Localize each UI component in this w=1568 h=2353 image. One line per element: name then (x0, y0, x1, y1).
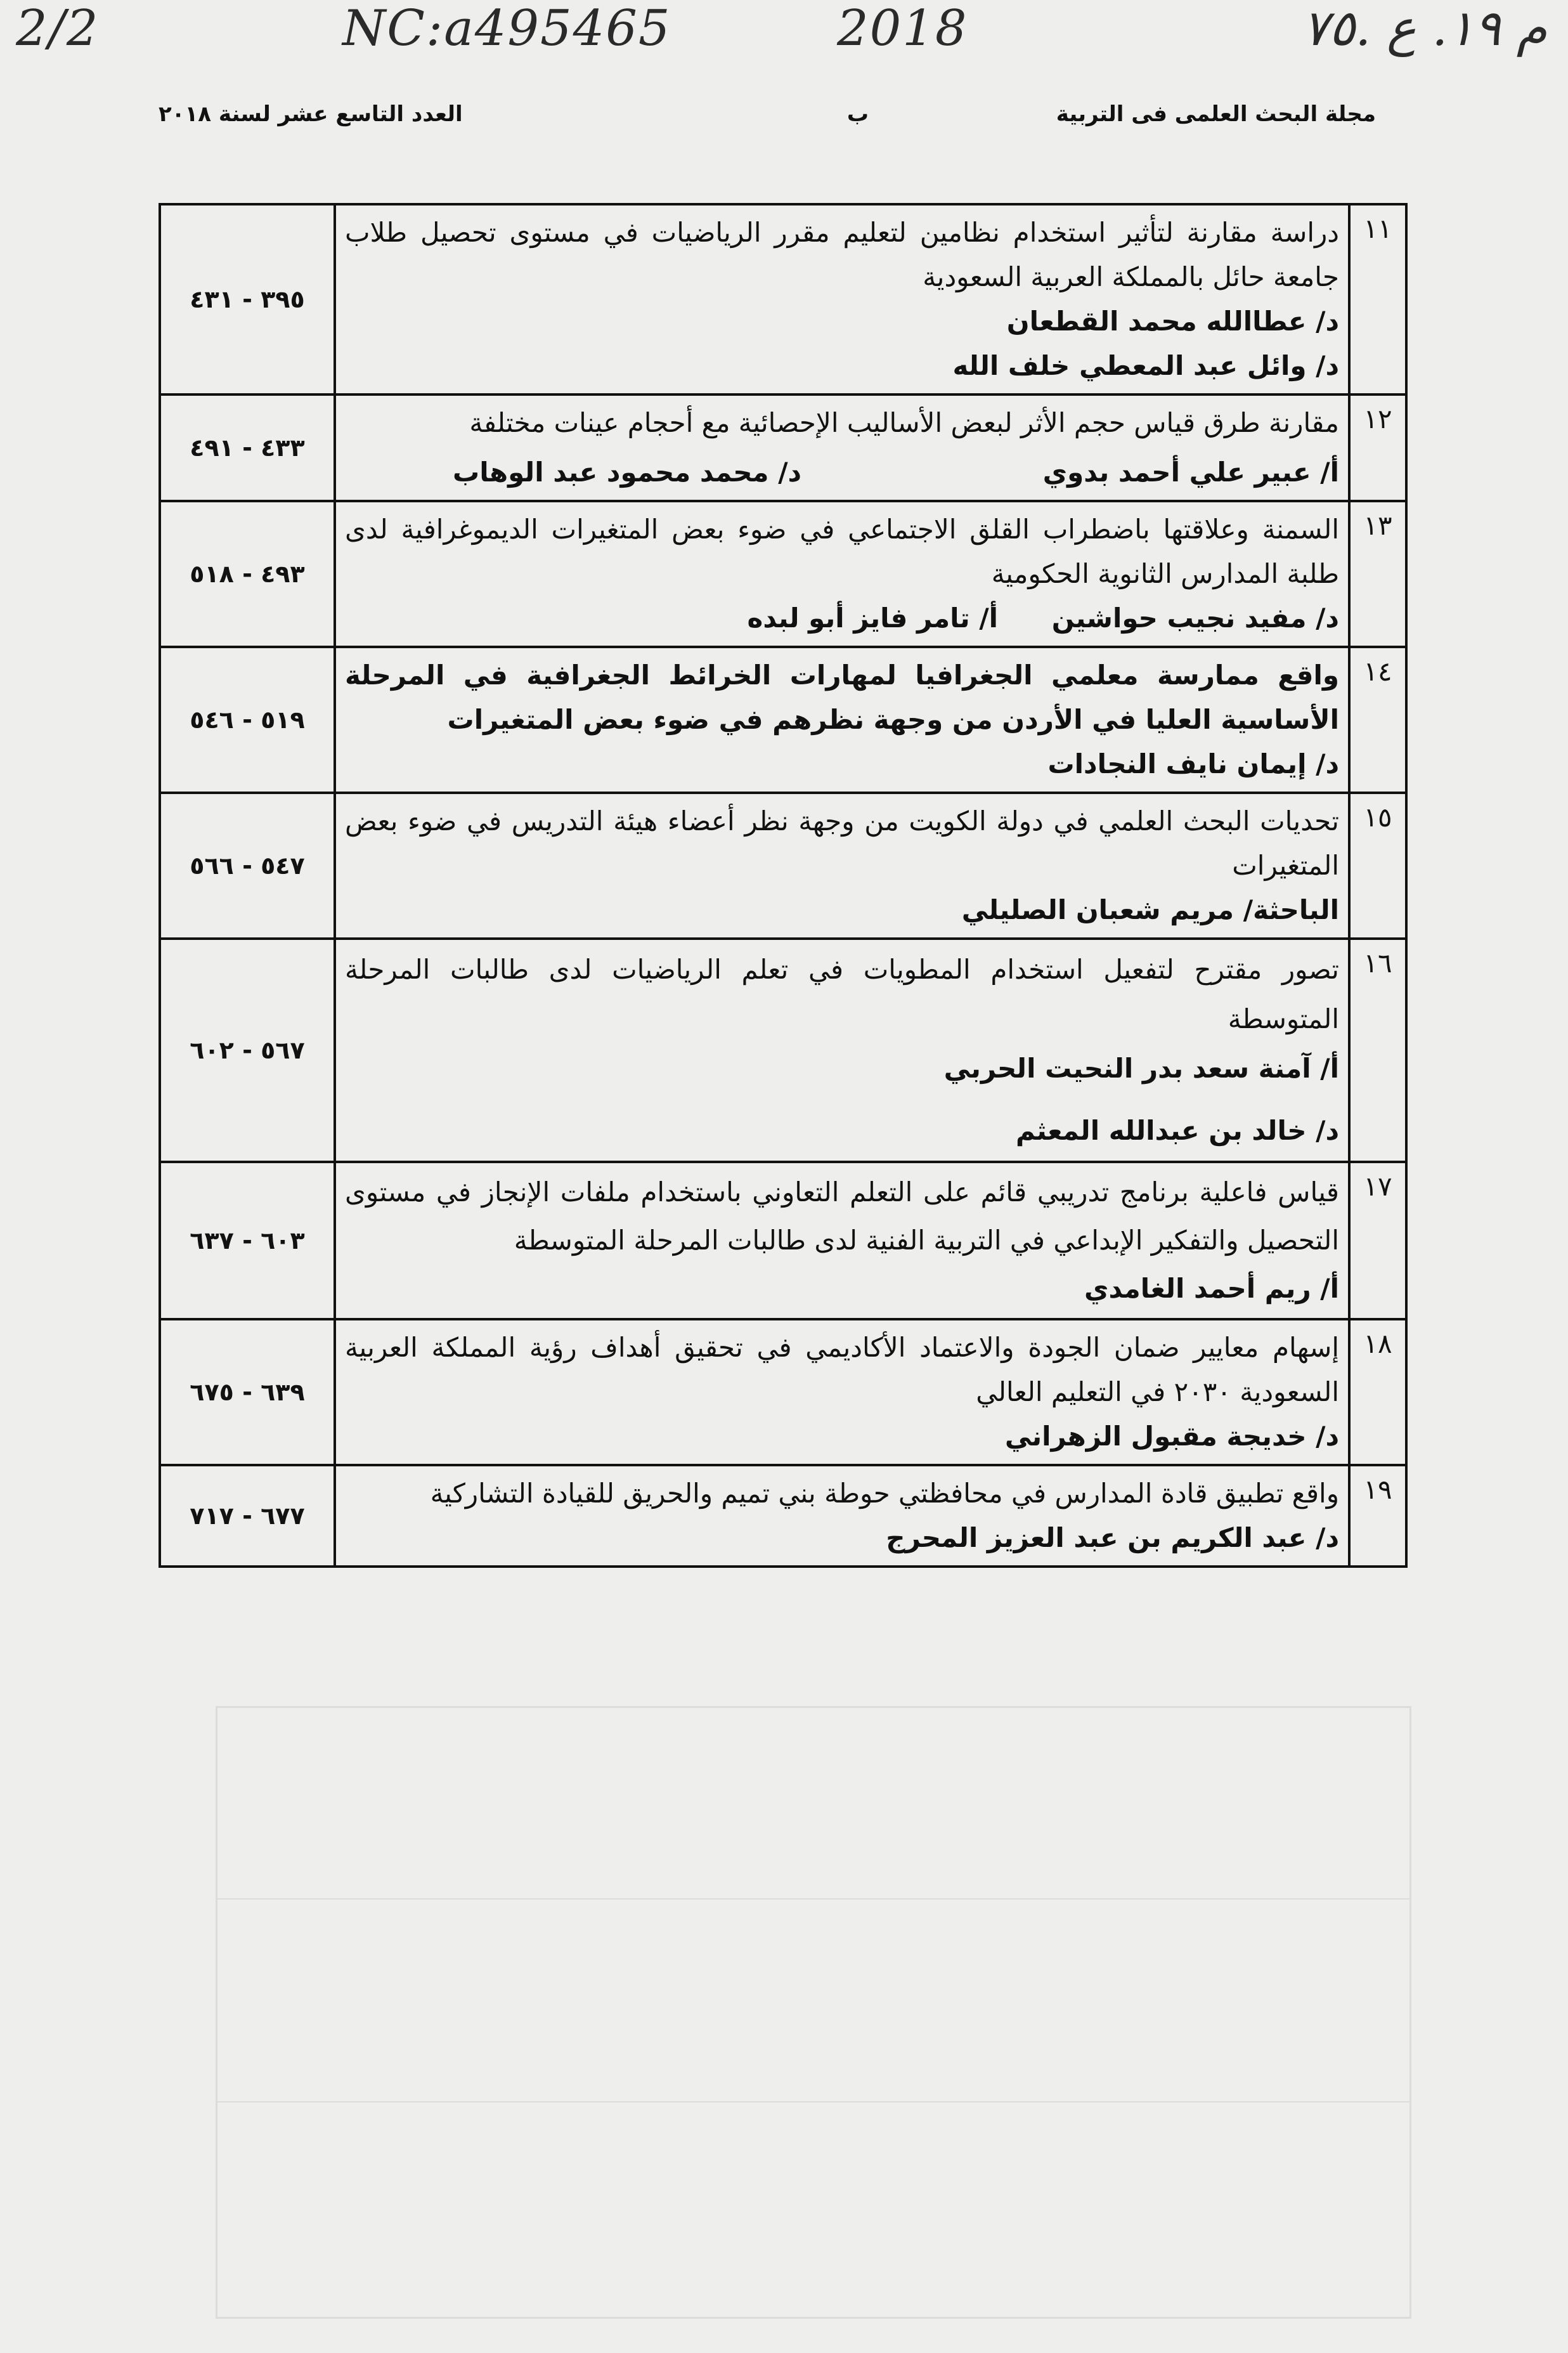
row-number: ١٣ (1349, 501, 1406, 647)
row-content (335, 394, 1349, 501)
author-list (345, 1044, 1339, 1156)
author-name: د/ خديجة مقبول الزهراني (1004, 1421, 1339, 1452)
author-name: الباحثة/ مريم شعبان الصليلي (961, 894, 1339, 925)
table-row (160, 1465, 1406, 1567)
issue-label: العدد التاسع عشر لسنة ٢٠١٨ (159, 101, 463, 127)
contents-table (159, 203, 1408, 1568)
paper-title: تحديات البحث العلمي في دولة الكويت من وجهة نظر أعضاء هيئة التدريس في ضوء بعض المتغيرات (345, 805, 1339, 881)
page-range: ٥٦٧ - ٦٠٢ (160, 939, 335, 1162)
handwritten-page-mark: 2/2 (16, 0, 100, 57)
row-number: ١٤ (1349, 647, 1406, 793)
paper-title: دراسة مقارنة لتأثير استخدام نظامين لتعليم مقرر الرياضيات في مستوى تحصيل طلاب جامعة حائل بالمملكة العربية السعودية (345, 217, 1339, 292)
row-number: ١٢ (1349, 394, 1406, 501)
row-content (335, 1319, 1349, 1465)
paper-title: واقع ممارسة معلمي الجغرافيا لمهارات الخرائط الجغرافية في المرحلة الأساسية العليا في الأردن من وجهة نظرهم في ضوء بعض المتغيرات (345, 660, 1339, 735)
author-name: أ/ آمنة سعد بدر النحيت الحربي (943, 1053, 1339, 1084)
contents-table-body (160, 204, 1406, 1567)
table-row (160, 1162, 1406, 1319)
page-range: ٥٤٧ - ٥٦٦ (160, 793, 335, 939)
paper-title: واقع تطبيق قادة المدارس في محافظتي حوطة بني تميم والحريق للقيادة التشاركية (430, 1478, 1339, 1509)
author-list (345, 1516, 1339, 1560)
table-row (160, 394, 1406, 501)
author-name: د/ مفيد نجيب حواشين (1051, 603, 1339, 634)
row-number: ١١ (1349, 204, 1406, 394)
table-row (160, 501, 1406, 647)
paper-title: مقارنة طرق قياس حجم الأثر لبعض الأساليب الإحصائية مع أحجام عينات مختلفة (469, 407, 1339, 438)
author-list (345, 1414, 1339, 1459)
section-letter: ب (846, 101, 869, 127)
table-row (160, 939, 1406, 1162)
paper-title: قياس فاعلية برنامج تدريبي قائم على التعلم التعاوني باستخدام ملفات الإنجاز في مستوى التحصيل والتفكير الإبداعي في التربية الفنية لدى طالبات المرحلة المتوسطة (345, 1176, 1339, 1256)
row-number: ١٧ (1349, 1162, 1406, 1319)
author-name: أ/ تامر فايز أبو لبده (747, 603, 999, 634)
page-range: ٥١٩ - ٥٤٦ (160, 647, 335, 793)
page-range: ٦٧٧ - ٧١٧ (160, 1465, 335, 1567)
paper-title: إسهام معايير ضمان الجودة والاعتماد الأكاديمي في تحقيق أهداف رؤية المملكة العربية السعودية ٢٠٣٠ في التعليم العالي (345, 1332, 1339, 1407)
row-content (335, 501, 1349, 647)
author-name: د/ وائل عبد المعطي خلف الله (952, 350, 1339, 381)
paper-title: السمنة وعلاقتها باضطراب القلق الاجتماعي في ضوء بعض المتغيرات الديموغرافية لدى طلبة المدارس الثانوية الحكومية (345, 514, 1339, 589)
page-range: ٤٣٣ - ٤٩١ (160, 394, 335, 501)
journal-title: مجلة البحث العلمى فى التربية (1056, 101, 1376, 127)
row-number: ١٩ (1349, 1465, 1406, 1567)
page-header (159, 95, 1376, 140)
row-number: ١٥ (1349, 793, 1406, 939)
paper-title: تصور مقترح لتفعيل استخدام المطويات في تعلم الرياضيات لدى طالبات المرحلة المتوسطة (345, 954, 1339, 1034)
author-list (345, 450, 1339, 495)
bleed-through-shadow (216, 1706, 1411, 2319)
author-name: د/ إيمان نايف النجادات (1047, 748, 1339, 779)
handwritten-date-mark: م ١٩. ع .٧٥ (1302, 0, 1547, 57)
row-content (335, 793, 1349, 939)
row-content (335, 939, 1349, 1162)
author-list (345, 742, 1339, 786)
page-range: ٦٠٣ - ٦٣٧ (160, 1162, 335, 1319)
page-range: ٣٩٥ - ٤٣١ (160, 204, 335, 394)
bleed-through-line (217, 2101, 1409, 2102)
author-name: أ/ ريم أحمد الغامدي (1084, 1273, 1339, 1304)
page-range: ٦٣٩ - ٦٧٥ (160, 1319, 335, 1465)
author-name: د/ عطاالله محمد القطعان (1006, 306, 1339, 337)
author-list (345, 888, 1339, 932)
author-list (345, 1265, 1339, 1313)
author-list (345, 299, 1339, 388)
row-content (335, 204, 1349, 394)
row-number: ١٨ (1349, 1319, 1406, 1465)
table-row (160, 647, 1406, 793)
handwritten-year: 2018 (837, 0, 968, 57)
row-content (335, 1162, 1349, 1319)
table-row (160, 1319, 1406, 1465)
row-content (335, 647, 1349, 793)
author-name: د/ خالد بن عبدالله المعثم (1015, 1115, 1339, 1146)
table-row (160, 793, 1406, 939)
row-content (335, 1465, 1349, 1567)
row-number: ١٦ (1349, 939, 1406, 1162)
table-row (160, 204, 1406, 394)
author-name: د/ عبد الكريم بن عبد العزيز المحرج (886, 1522, 1339, 1553)
bleed-through-line (217, 1898, 1409, 1900)
handwritten-nc-code: NC:a495465 (342, 0, 671, 57)
author-name: د/ محمد محمود عبد الوهاب (453, 457, 802, 488)
author-name: أ/ عبير علي أحمد بدوي (1042, 457, 1339, 488)
page-range: ٤٩٣ - ٥١٨ (160, 501, 335, 647)
author-list (345, 596, 1339, 641)
